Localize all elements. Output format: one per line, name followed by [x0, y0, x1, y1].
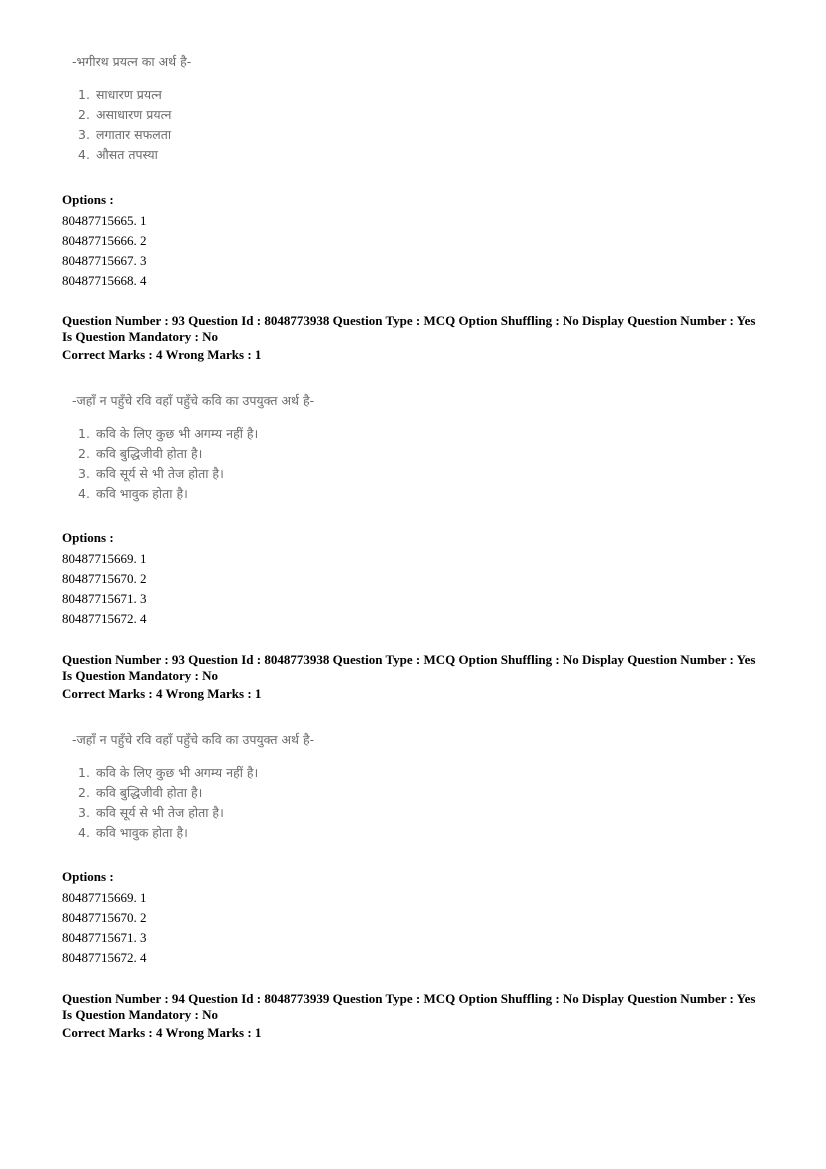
question-header-q94 — [62, 991, 782, 1041]
option-row: 80487715672. 4 — [62, 611, 147, 626]
choice-text: कवि के लिए कुछ भी अगम्य नहीं है। — [95, 426, 259, 441]
choice-list — [72, 424, 392, 504]
option-row: 80487715669. 1 — [62, 890, 147, 905]
choice-text: असाधारण प्रयत्न — [95, 107, 172, 122]
choice-text: कवि बुद्धिजीवी होता है। — [95, 785, 203, 800]
option-row: 80487715670. 2 — [62, 910, 147, 925]
choice-text: साधारण प्रयत्न — [95, 87, 162, 102]
choice-number: 4. — [78, 825, 90, 840]
question-image-q92 — [72, 53, 392, 165]
option-row: 80487715672. 4 — [62, 950, 147, 965]
choice-text: लगातार सफलता — [95, 127, 172, 142]
option-row: 80487715671. 3 — [62, 930, 147, 945]
choice-number: 3. — [78, 466, 90, 481]
choice-item — [78, 85, 392, 105]
choice-number: 2. — [78, 446, 90, 461]
marks-line: Correct Marks : 4 Wrong Marks : 1 — [62, 1025, 262, 1040]
choice-text: कवि भावुक होता है। — [95, 825, 188, 840]
choice-number: 3. — [78, 127, 90, 142]
choice-text: कवि के लिए कुछ भी अगम्य नहीं है। — [95, 765, 259, 780]
options-label: Options : — [62, 192, 114, 207]
choice-number: 1. — [78, 87, 90, 102]
choice-item — [78, 783, 392, 803]
choice-text: कवि सूर्य से भी तेज होता है। — [95, 805, 224, 820]
option-row: 80487715668. 4 — [62, 273, 147, 288]
options-block-q93a — [62, 530, 782, 629]
options-block-q92 — [62, 192, 782, 291]
choice-list — [72, 763, 392, 843]
question-header-q93a — [62, 313, 782, 363]
option-row: 80487715671. 3 — [62, 591, 147, 606]
options-block-q93b — [62, 869, 782, 968]
choice-text: औसत तपस्या — [95, 147, 158, 162]
options-label: Options : — [62, 530, 114, 545]
marks-line: Correct Marks : 4 Wrong Marks : 1 — [62, 347, 262, 362]
question-stem: -जहाँ न पहुँचे रवि वहाँ पहुँचे कवि का उपयुक्त अर्थ है- — [72, 732, 315, 747]
choice-number: 4. — [78, 486, 90, 501]
question-stem: -भगीरथ प्रयत्न का अर्थ है- — [72, 54, 192, 69]
question-header-q93b — [62, 652, 782, 702]
option-row: 80487715665. 1 — [62, 213, 147, 228]
choice-number: 1. — [78, 765, 90, 780]
question-image-q93a — [72, 392, 392, 504]
choice-item — [78, 484, 392, 504]
choice-text: कवि बुद्धिजीवी होता है। — [95, 446, 203, 461]
question-meta-line: Question Number : 93 Question Id : 8048773938 Question Type : MCQ Option Shuffling : No Display Question Number : Yes — [62, 313, 756, 328]
option-row: 80487715669. 1 — [62, 551, 147, 566]
choice-number: 2. — [78, 785, 90, 800]
choice-item — [78, 424, 392, 444]
question-meta-line: Question Number : 93 Question Id : 8048773938 Question Type : MCQ Option Shuffling : No Display Question Number : Yes — [62, 652, 756, 667]
mandatory-line: Is Question Mandatory : No — [62, 667, 219, 683]
mandatory-line: Is Question Mandatory : No — [62, 1006, 219, 1022]
mandatory-line: Is Question Mandatory : No — [62, 328, 219, 344]
choice-list — [72, 85, 392, 165]
option-row: 80487715666. 2 — [62, 233, 147, 248]
choice-text: कवि भावुक होता है। — [95, 486, 188, 501]
question-image-q93b — [72, 731, 392, 843]
choice-item — [78, 803, 392, 823]
choice-number: 1. — [78, 426, 90, 441]
choice-item — [78, 464, 392, 484]
choice-item — [78, 105, 392, 125]
choice-text: कवि सूर्य से भी तेज होता है। — [95, 466, 224, 481]
choice-item — [78, 145, 392, 165]
options-label: Options : — [62, 869, 114, 884]
choice-item — [78, 444, 392, 464]
option-row: 80487715670. 2 — [62, 571, 147, 586]
marks-line: Correct Marks : 4 Wrong Marks : 1 — [62, 686, 262, 701]
choice-item — [78, 763, 392, 783]
question-stem: -जहाँ न पहुँचे रवि वहाँ पहुँचे कवि का उपयुक्त अर्थ है- — [72, 393, 315, 408]
choice-number: 3. — [78, 805, 90, 820]
choice-item — [78, 125, 392, 145]
option-row: 80487715667. 3 — [62, 253, 147, 268]
choice-number: 4. — [78, 147, 90, 162]
choice-number: 2. — [78, 107, 90, 122]
question-meta-line: Question Number : 94 Question Id : 8048773939 Question Type : MCQ Option Shuffling : No Display Question Number : Yes — [62, 991, 756, 1006]
choice-item — [78, 823, 392, 843]
